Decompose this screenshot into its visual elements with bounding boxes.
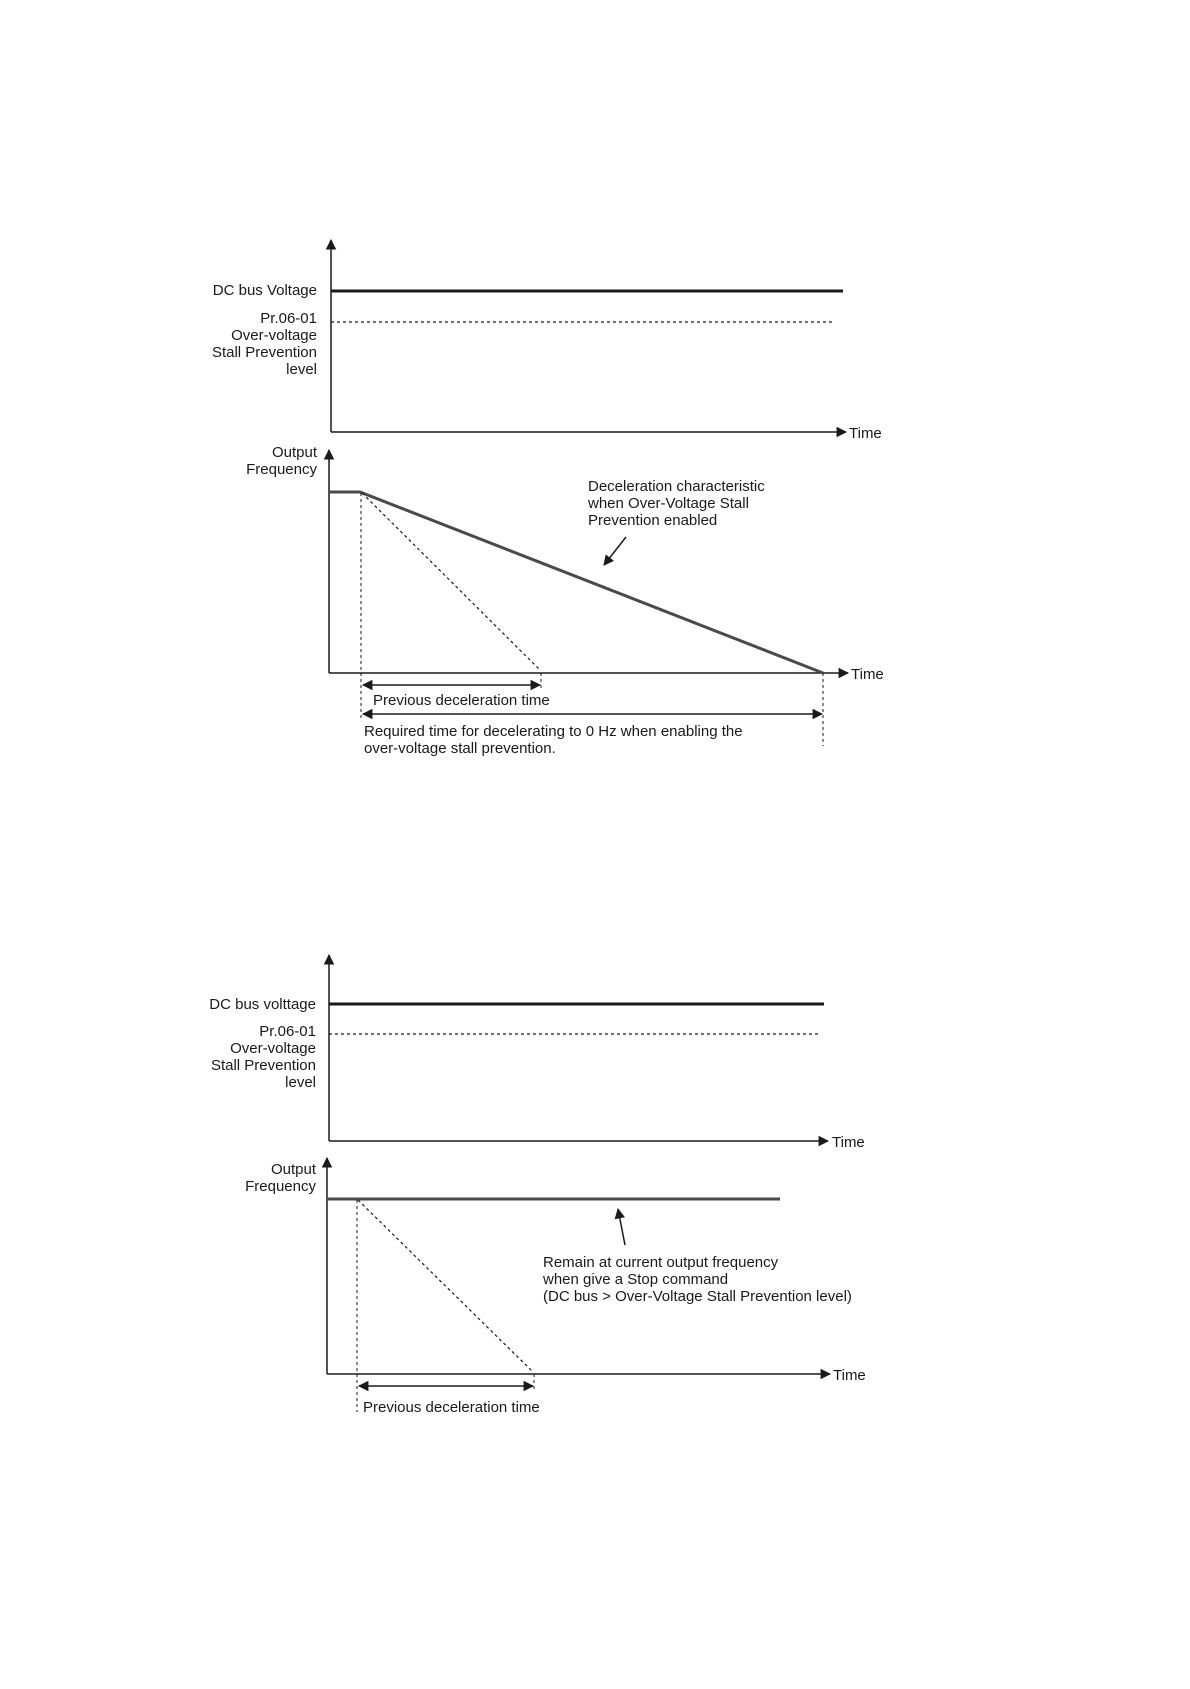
d1-decel-annotation-line-1: Deceleration characteristic — [588, 478, 765, 495]
d1-decel-annotation-line-3: Prevention enabled — [588, 512, 718, 529]
d1-required-time-label — [364, 723, 743, 757]
d1-required-time-line-2: over-voltage stall prevention. — [364, 740, 556, 757]
diagram-2 — [327, 955, 830, 1412]
d1-previous-decel-label: Previous deceleration time — [373, 692, 550, 709]
d1-dc-bus-voltage-label: DC bus Voltage — [212, 282, 317, 299]
d1-stall-level-line-1: Pr.06-01 — [260, 310, 317, 327]
d2-output-frequency-line-1: Output — [270, 1161, 316, 1178]
d2-output-frequency-line-2: Frequency — [245, 1178, 316, 1195]
d1-stall-level-line-2: Over-voltage — [231, 327, 317, 344]
d1-stall-level-line-3: Stall Prevention — [211, 344, 317, 361]
d1-annotation-pointer-arrow — [604, 537, 626, 565]
d2-remain-annotation-line-1: Remain at current output frequency — [543, 1254, 779, 1271]
d1-output-frequency-line-2: Frequency — [246, 461, 317, 478]
d2-stall-level-line-3: Stall Prevention — [210, 1057, 316, 1074]
d2-time-label-lower: Time — [833, 1367, 866, 1384]
d1-decel-annotation-line-2: when Over-Voltage Stall — [588, 495, 749, 512]
d2-annotation-pointer-arrow — [618, 1209, 625, 1245]
d1-decel-annotation — [588, 478, 765, 529]
d1-stall-level-label — [212, 310, 317, 378]
d1-output-frequency-line-1: Output — [271, 444, 317, 461]
d2-stall-level-line-4: level — [285, 1074, 316, 1091]
d2-time-label-upper: Time — [832, 1134, 865, 1151]
d1-required-time-line-1: Required time for decelerating to 0 Hz when enabling the — [364, 723, 743, 740]
d2-output-frequency-label — [245, 1161, 316, 1195]
d2-previous-decel-label: Previous deceleration time — [363, 1399, 540, 1416]
d2-dc-bus-voltage-label: DC bus volttage — [209, 996, 316, 1013]
d2-stall-level-line-1: Pr.06-01 — [259, 1023, 316, 1040]
d1-time-label-lower: Time — [851, 666, 884, 683]
d2-stall-level-label — [211, 1023, 316, 1091]
d1-previous-decel-dotted-line — [362, 493, 540, 670]
d2-remain-annotation — [543, 1254, 852, 1305]
d1-time-label-upper: Time — [849, 425, 882, 442]
d2-previous-decel-dotted-line — [358, 1200, 533, 1372]
d2-stall-level-line-2: Over-voltage — [230, 1040, 316, 1057]
d2-remain-annotation-line-2: when give a Stop command — [543, 1271, 729, 1288]
d1-output-frequency-label — [246, 444, 317, 478]
d2-remain-annotation-line-3: (DC bus > Over-Voltage Stall Prevention level) — [543, 1288, 852, 1305]
d1-stall-level-line-4: level — [286, 361, 317, 378]
